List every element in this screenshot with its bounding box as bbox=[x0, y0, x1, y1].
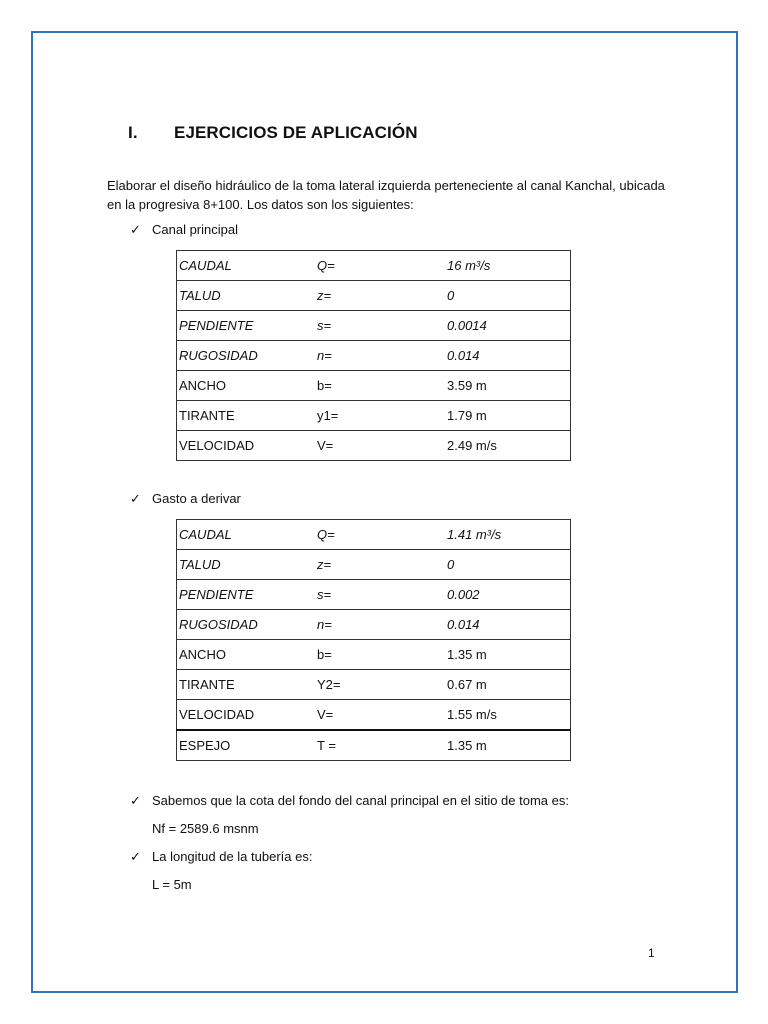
param-name-cell: VELOCIDAD bbox=[177, 700, 316, 731]
param-name-cell: PENDIENTE bbox=[177, 311, 316, 341]
bullet-gasto-derivar bbox=[130, 491, 241, 507]
table-row bbox=[177, 520, 571, 550]
param-value-cell: 1.79 m bbox=[445, 401, 571, 431]
table-row bbox=[177, 640, 571, 670]
param-value-cell: 1.35 m bbox=[445, 640, 571, 670]
param-value-cell: 0.014 bbox=[445, 341, 571, 371]
table-row bbox=[177, 700, 571, 731]
table-row bbox=[177, 371, 571, 401]
param-symbol-cell: z= bbox=[315, 550, 445, 580]
table-row bbox=[177, 401, 571, 431]
param-value-cell: 1.41 m³/s bbox=[445, 520, 571, 550]
param-value-cell: 0.0014 bbox=[445, 311, 571, 341]
param-name-cell: RUGOSIDAD bbox=[177, 341, 316, 371]
table-row bbox=[177, 670, 571, 700]
heading-number: I. bbox=[128, 123, 138, 142]
param-symbol-cell: V= bbox=[315, 431, 445, 461]
page-number: 1 bbox=[648, 946, 655, 960]
check-icon: ✓ bbox=[130, 793, 141, 808]
bullet-text: La longitud de la tubería es: bbox=[152, 849, 313, 864]
param-name-cell: RUGOSIDAD bbox=[177, 610, 316, 640]
param-name-cell: ANCHO bbox=[177, 371, 316, 401]
param-name-cell: ESPEJO bbox=[177, 730, 316, 761]
param-symbol-cell: z= bbox=[315, 281, 445, 311]
table-row bbox=[177, 610, 571, 640]
param-symbol-cell: y1= bbox=[315, 401, 445, 431]
param-name-cell: CAUDAL bbox=[177, 520, 316, 550]
param-value-cell: 0 bbox=[445, 281, 571, 311]
check-icon: ✓ bbox=[130, 222, 141, 237]
bullet-canal-principal bbox=[130, 222, 238, 238]
table-row bbox=[177, 431, 571, 461]
param-symbol-cell: Y2= bbox=[315, 670, 445, 700]
param-name-cell: VELOCIDAD bbox=[177, 431, 316, 461]
table-row bbox=[177, 281, 571, 311]
param-symbol-cell: s= bbox=[315, 580, 445, 610]
bullet-cota-fondo bbox=[130, 793, 569, 809]
param-symbol-cell: V= bbox=[315, 700, 445, 731]
param-symbol-cell: Q= bbox=[315, 251, 445, 281]
table-row bbox=[177, 730, 571, 761]
gasto-derivar-table bbox=[176, 519, 571, 761]
bullet-text: Sabemos que la cota del fondo del canal principal en el sitio de toma es: bbox=[152, 793, 569, 808]
table-row bbox=[177, 580, 571, 610]
param-name-cell: CAUDAL bbox=[177, 251, 316, 281]
param-value-cell: 2.49 m/s bbox=[445, 431, 571, 461]
param-symbol-cell: b= bbox=[315, 371, 445, 401]
check-icon: ✓ bbox=[130, 849, 141, 864]
param-value-cell: 3.59 m bbox=[445, 371, 571, 401]
param-symbol-cell: Q= bbox=[315, 520, 445, 550]
table-row bbox=[177, 311, 571, 341]
table-row bbox=[177, 341, 571, 371]
param-symbol-cell: T = bbox=[315, 730, 445, 761]
heading-title: EJERCICIOS DE APLICACIÓN bbox=[174, 123, 418, 142]
param-name-cell: TALUD bbox=[177, 550, 316, 580]
param-value-cell: 0.002 bbox=[445, 580, 571, 610]
bullet-label: Gasto a derivar bbox=[152, 491, 241, 506]
table-row bbox=[177, 550, 571, 580]
cota-value: Nf = 2589.6 msnm bbox=[152, 821, 259, 836]
bullet-longitud bbox=[130, 849, 312, 865]
section-heading bbox=[128, 123, 418, 143]
param-symbol-cell: s= bbox=[315, 311, 445, 341]
param-value-cell: 1.55 m/s bbox=[445, 700, 571, 731]
param-name-cell: ANCHO bbox=[177, 640, 316, 670]
table-row bbox=[177, 251, 571, 281]
param-value-cell: 0.014 bbox=[445, 610, 571, 640]
param-name-cell: TIRANTE bbox=[177, 401, 316, 431]
param-name-cell: PENDIENTE bbox=[177, 580, 316, 610]
param-symbol-cell: n= bbox=[315, 341, 445, 371]
param-value-cell: 0 bbox=[445, 550, 571, 580]
bullet-label: Canal principal bbox=[152, 222, 238, 237]
param-name-cell: TALUD bbox=[177, 281, 316, 311]
param-value-cell: 16 m³/s bbox=[445, 251, 571, 281]
param-value-cell: 0.67 m bbox=[445, 670, 571, 700]
param-symbol-cell: n= bbox=[315, 610, 445, 640]
canal-principal-table bbox=[176, 250, 571, 461]
param-symbol-cell: b= bbox=[315, 640, 445, 670]
longitud-value: L = 5m bbox=[152, 877, 192, 892]
check-icon: ✓ bbox=[130, 491, 141, 506]
param-value-cell: 1.35 m bbox=[445, 730, 571, 761]
param-name-cell: TIRANTE bbox=[177, 670, 316, 700]
intro-paragraph: Elaborar el diseño hidráulico de la toma lateral izquierda perteneciente al canal Kanchal, ubicada en la progresiva 8+100. Los datos son los siguientes: bbox=[107, 178, 665, 212]
